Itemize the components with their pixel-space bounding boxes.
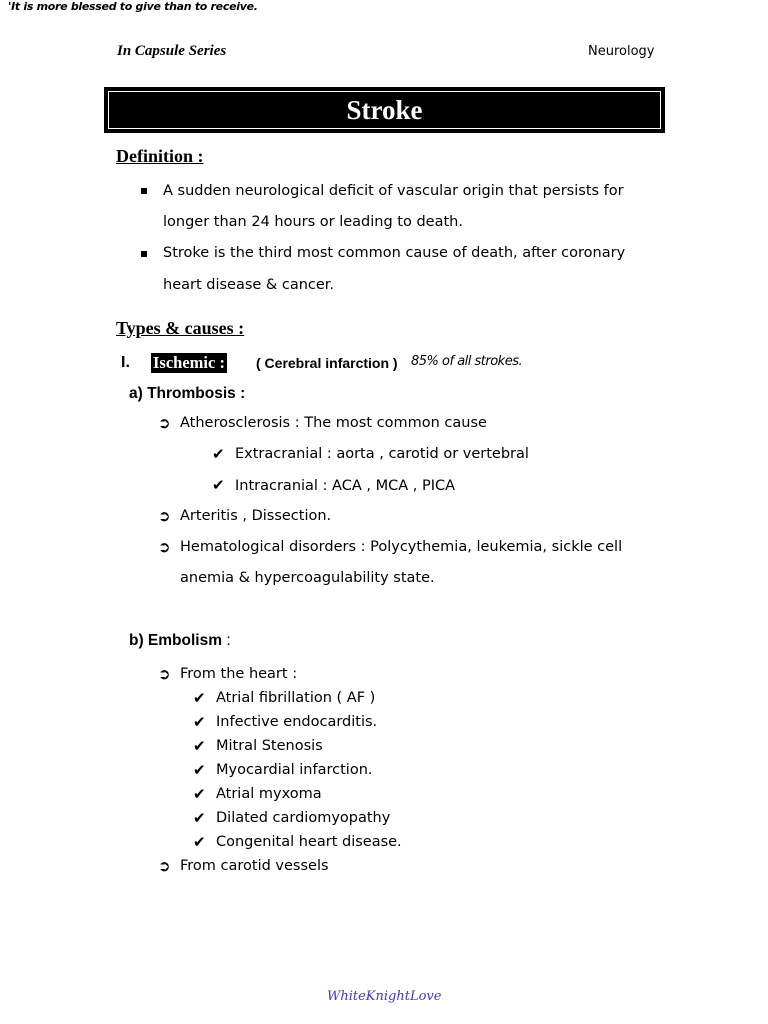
- arrow-bullet-icon: ➲: [158, 538, 171, 556]
- embolism-title: b) Embolism: [129, 632, 223, 649]
- check-icon: ✔: [212, 445, 225, 463]
- definition-1-line2: longer than 24 hours or leading to death.: [163, 214, 463, 230]
- square-bullet-icon: [141, 188, 147, 194]
- square-bullet-icon: [141, 251, 147, 257]
- embolism-colon: :: [222, 632, 231, 649]
- series-name: In Capsule Series: [117, 43, 227, 59]
- arteritis-text: Arteritis , Dissection.: [180, 508, 332, 524]
- ischemic-label: Ischemic :: [153, 353, 225, 372]
- definition-1-line1: A sudden neurological deficit of vascular origin that persists for: [163, 183, 624, 199]
- athero-text: Atherosclerosis : The most common cause: [180, 415, 487, 431]
- heart-item: Congenital heart disease.: [216, 834, 402, 850]
- header-quote: 'It is more blessed to give than to receive.: [8, 0, 258, 13]
- definition-2-line2: heart disease & cancer.: [163, 277, 335, 293]
- heart-item: Dilated cardiomyopathy: [216, 810, 391, 826]
- check-icon: ✔: [193, 713, 206, 731]
- heart-item: Infective endocarditis.: [216, 714, 378, 730]
- arrow-bullet-icon: ➲: [158, 507, 171, 525]
- check-icon: ✔: [193, 761, 206, 779]
- arrow-bullet-icon: ➲: [158, 414, 171, 432]
- check-icon: ✔: [193, 833, 206, 851]
- signature: WhiteKnightLove: [327, 989, 442, 1004]
- thrombosis-label: a) Thrombosis :: [129, 385, 246, 402]
- types-heading: Types & causes :: [116, 318, 245, 338]
- hema-line2: anemia & hypercoagulability state.: [180, 570, 435, 586]
- check-icon: ✔: [212, 476, 225, 494]
- definition-2-line1: Stroke is the third most common cause of death, after coronary: [163, 245, 626, 261]
- hema-line1: Hematological disorders : Polycythemia, leukemia, sickle cell: [180, 539, 623, 555]
- arrow-bullet-icon: ➲: [158, 665, 171, 683]
- extracranial-text: Extracranial : aorta , carotid or vertebral: [235, 446, 529, 462]
- intracranial-text: Intracranial : ACA , MCA , PICA: [235, 478, 456, 494]
- heart-item: Myocardial infarction.: [216, 762, 373, 778]
- page-title: Stroke: [346, 94, 423, 125]
- subject-name: Neurology: [588, 44, 655, 59]
- definition-heading: Definition :: [116, 146, 204, 166]
- ischemic-paren: ( Cerebral infarction ): [256, 355, 398, 371]
- heart-item: Mitral Stenosis: [216, 738, 323, 754]
- section-numeral: I.: [121, 354, 130, 371]
- heart-item: Atrial fibrillation ( AF ): [216, 690, 376, 706]
- title-frame: [108, 91, 661, 129]
- check-icon: ✔: [193, 689, 206, 707]
- embolism-label: [129, 632, 231, 650]
- heart-item: Atrial myxoma: [216, 786, 322, 802]
- ischemic-note: 85% of all strokes.: [411, 354, 523, 369]
- arrow-bullet-icon: ➲: [158, 857, 171, 875]
- check-icon: ✔: [193, 809, 206, 827]
- check-icon: ✔: [193, 785, 206, 803]
- title-banner: [104, 87, 665, 133]
- from-heart-text: From the heart :: [180, 666, 298, 682]
- from-carotid-text: From carotid vessels: [180, 858, 329, 874]
- check-icon: ✔: [193, 737, 206, 755]
